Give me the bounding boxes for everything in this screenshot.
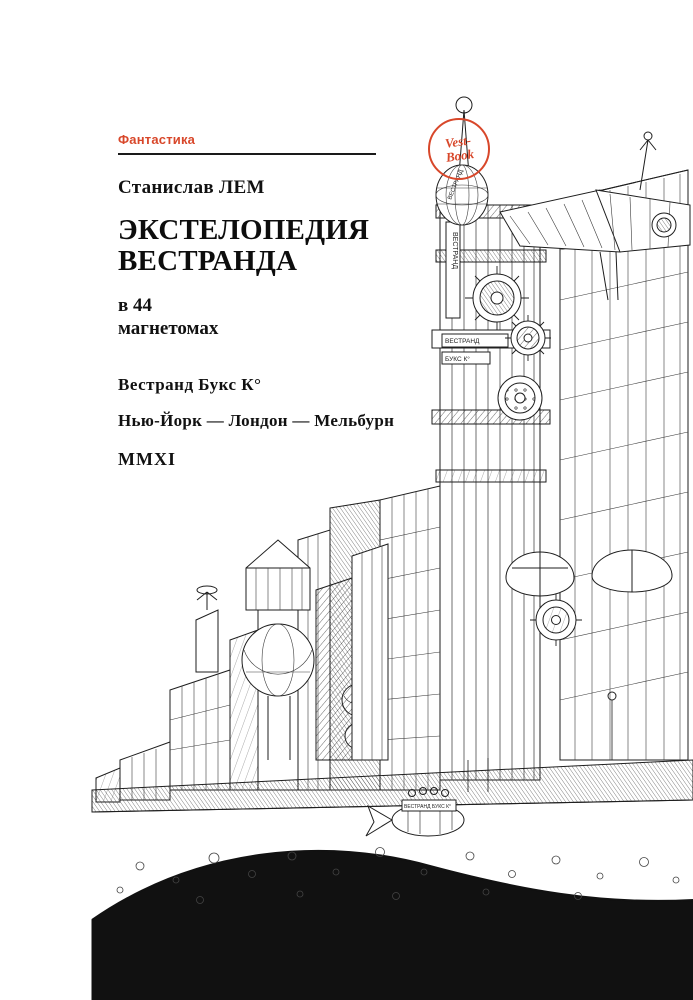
title-divider <box>118 153 376 155</box>
svg-text:ВЕСТРАНД БУКС К°: ВЕСТРАНД БУКС К° <box>404 804 452 810</box>
book-title-line-2: ВЕСТРАНДА <box>118 245 298 278</box>
series-label: Фантастика <box>118 132 196 147</box>
publisher-stamp <box>428 118 490 180</box>
cover-text-block <box>118 132 418 470</box>
book-title-line-1: ЭКСТЕЛОПЕДИЯ <box>118 214 370 246</box>
publication-year: MMXI <box>118 449 176 470</box>
author-name: Станислав ЛЕМ <box>118 177 265 198</box>
svg-text:ВЕСТРАНД: ВЕСТРАНД <box>451 232 458 270</box>
publisher-name: Вестранд Букс К° <box>118 375 262 395</box>
subtitle-line-2: магнетомах <box>118 318 219 340</box>
stamp-text <box>424 114 494 184</box>
svg-text:ВЕСТРАНД: ВЕСТРАНД <box>445 338 480 345</box>
stamp-line-1: Vest- <box>444 132 472 152</box>
book-title <box>118 215 418 278</box>
book-subtitle <box>118 294 418 342</box>
svg-text:ВЕСТРАНД: ВЕСТРАНД <box>447 169 465 201</box>
publisher-cities: Нью-Йорк — Лондон — Мельбурн <box>118 411 395 431</box>
stamp-line-2: Book <box>444 146 475 165</box>
subtitle-line-1: в 44 <box>118 294 153 316</box>
svg-text:БУКС К°: БУКС К° <box>445 356 470 363</box>
